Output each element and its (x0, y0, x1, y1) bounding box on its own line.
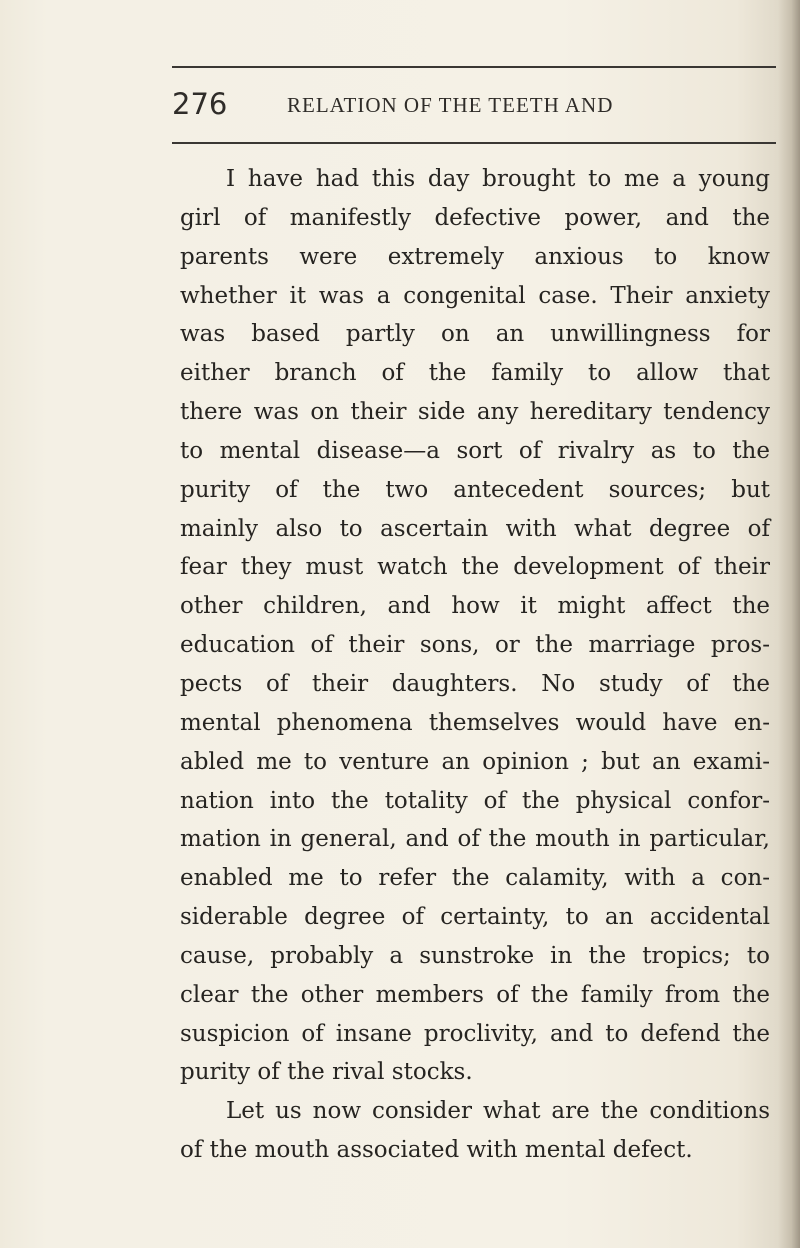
page-edge-shadow (778, 0, 800, 1248)
text-line: cause, probably a sunstroke in the tropics; to (180, 942, 770, 969)
text-line: parents were extremely anxious to know (180, 243, 770, 270)
text-line: education of their sons, or the marriage pros- (180, 632, 770, 659)
paragraph-2 (180, 1092, 770, 1170)
text-line: there was on their side any hereditary tendency (180, 399, 770, 426)
text-line: pects of their daughters. No study of the (180, 670, 770, 697)
text-line: Let us now consider what are the conditions (226, 1098, 770, 1125)
text-line: to mental disease—a sort of rivalry as to the (180, 437, 770, 464)
text-line: whether it was a congenital case. Their anxiety (180, 282, 770, 309)
page-number: 276 (172, 87, 228, 121)
text-line: enabled me to refer the calamity, with a con- (180, 865, 770, 892)
header-rule-bottom (172, 142, 776, 144)
text-line: mental phenomena themselves would have en- (180, 709, 770, 736)
header-rule-top (172, 66, 776, 68)
text-line: nation into the totality of the physical confor- (180, 787, 770, 814)
running-title: RELATION OF THE TEETH AND (287, 93, 614, 117)
paragraph-1 (180, 160, 770, 1092)
text-line: suspicion of insane proclivity, and to defend the (180, 1020, 770, 1047)
text-line: abled me to venture an opinion ; but an exami- (180, 748, 770, 775)
text-line: other children, and how it might affect the (180, 593, 770, 620)
text-line: purity of the two antecedent sources; but (180, 476, 770, 503)
text-line: was based partly on an unwillingness for (180, 321, 770, 348)
text-line: either branch of the family to allow that (180, 360, 770, 387)
text-line: girl of manifestly defective power, and the (180, 204, 770, 231)
body-text (180, 160, 770, 1170)
text-line: mainly also to ascertain with what degree of (180, 515, 770, 542)
text-line: siderable degree of certainty, to an accidental (180, 904, 770, 931)
text-line: of the mouth associated with mental defect. (180, 1137, 693, 1164)
text-line: clear the other members of the family from the (180, 981, 770, 1008)
text-line: purity of the rival stocks. (180, 1059, 473, 1086)
text-line: fear they must watch the development of their (180, 554, 770, 581)
text-line: mation in general, and of the mouth in particular, (180, 826, 770, 853)
text-line: I have had this day brought to me a young (226, 166, 770, 192)
running-head (172, 86, 776, 126)
